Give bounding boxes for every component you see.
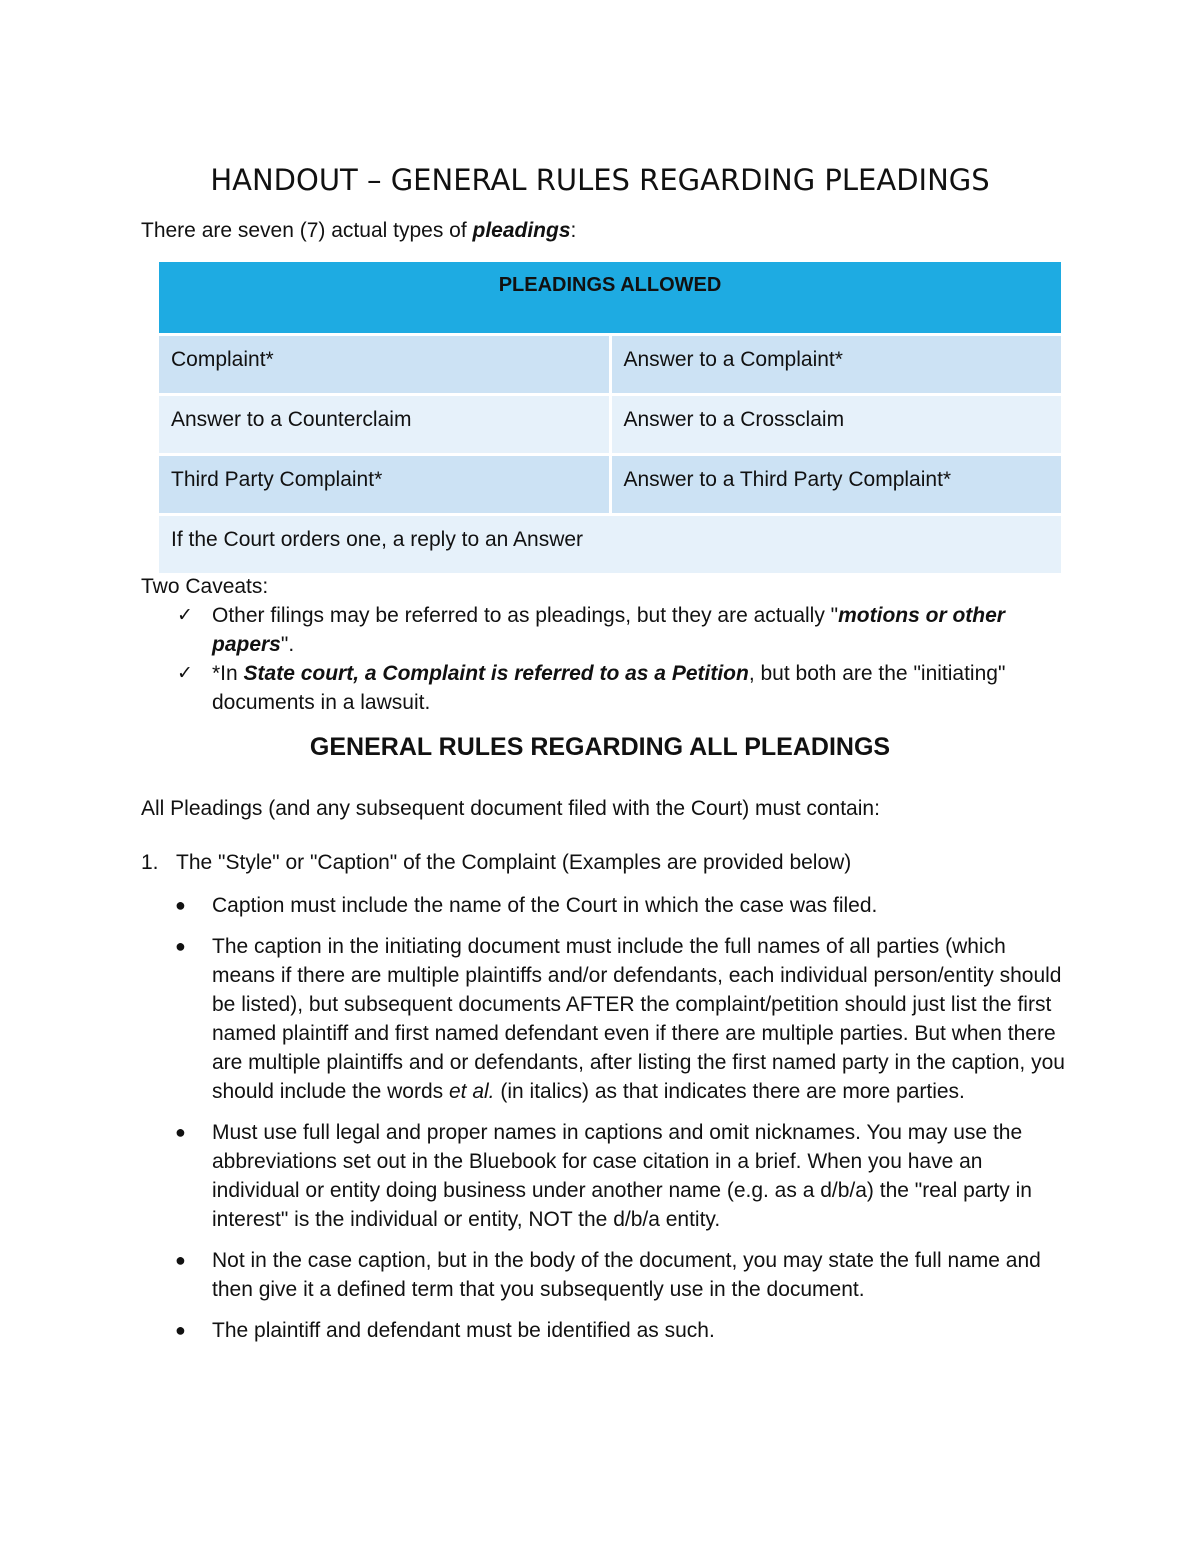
table-cell: Answer to a Complaint* (612, 336, 1062, 393)
table-cell: Answer to a Crossclaim (612, 396, 1062, 453)
lead-paragraph: All Pleadings (and any subsequent document filed with the Court) must contain: (141, 797, 880, 820)
bullet-icon: ● (175, 895, 186, 915)
list-item (141, 601, 1061, 659)
table-row (159, 456, 1061, 513)
bullet-text: Must use full legal and proper names in captions and omit nicknames. You may use the abbreviations set out in the Bluebook for case citation in a brief. When you have an individual or entity doing business under another name (e.g. as a d/b/a) the "real party in interest" is the individual or entity, NOT the d/b/a entity. (212, 1121, 1032, 1231)
rules-list (141, 891, 1071, 1357)
caveat-text: Other filings may be referred to as pleadings, but they are actually " (212, 604, 839, 627)
table-row (159, 516, 1061, 573)
list-item (141, 1118, 1071, 1234)
intro-paragraph (141, 219, 576, 243)
list-item (141, 891, 1071, 920)
list-item (141, 932, 1071, 1106)
caveats-section (141, 572, 1061, 717)
bullet-icon: ● (175, 1122, 186, 1142)
table-header: PLEADINGS ALLOWED (159, 262, 1061, 333)
bullet-text: The plaintiff and defendant must be identified as such. (212, 1319, 715, 1342)
page-title: HANDOUT – GENERAL RULES REGARDING PLEADINGS (210, 163, 990, 197)
item-number: 1. (141, 851, 159, 874)
list-item (141, 1316, 1071, 1345)
table-cell: Answer to a Counterclaim (159, 396, 609, 453)
table-row (159, 336, 1061, 393)
intro-end: : (570, 219, 577, 242)
table-cell: Answer to a Third Party Complaint* (612, 456, 1062, 513)
item-text: The "Style" or "Caption" of the Complaint (Examples are provided below) (176, 851, 852, 874)
bullet-text: Not in the case caption, but in the body of the document, you may state the full name and then give it a defined term that you subsequently use in the document. (212, 1249, 1041, 1301)
bullet-text: (in italics) as that indicates there are more parties. (494, 1080, 965, 1103)
bullet-text: Caption must include the name of the Court in which the case was filed. (212, 894, 878, 917)
caveats-label: Two Caveats: (141, 575, 269, 598)
check-icon: ✓ (177, 662, 193, 684)
table-cell: If the Court orders one, a reply to an Answer (159, 516, 1061, 573)
list-item (141, 1246, 1071, 1304)
bullet-text: The caption in the initiating document must include the full names of all parties (which means if there are multiple plaintiffs and/or defendants, each individual person/entity should be listed), but subsequent documents AFTER the complaint/petition should just list the first named plaintiff and first named defendant even if there are multiple parties. But when there are multiple plaintiffs and or defendants, after listing the first named party in the caption, you should include the words (212, 935, 1065, 1103)
table-row (159, 396, 1061, 453)
intro-emphasis: pleadings (472, 219, 571, 242)
bullet-icon: ● (175, 936, 186, 956)
caveat-emphasis: motions or other papers (212, 604, 1005, 656)
numbered-item (141, 851, 851, 875)
check-icon: ✓ (177, 604, 193, 626)
caveat-text: *In (212, 662, 244, 685)
caveat-emphasis: State court, a Complaint is referred to as a Petition (243, 662, 749, 685)
table-cell: Complaint* (159, 336, 609, 393)
bullet-italic: et al. (448, 1080, 495, 1103)
bullet-icon: ● (175, 1320, 186, 1340)
caveat-text: ". (280, 633, 295, 656)
caveats-list (141, 601, 1061, 717)
intro-text: There are seven (7) actual types of (141, 219, 473, 242)
bullet-icon: ● (175, 1250, 186, 1270)
list-item (141, 659, 1061, 717)
caveat-text: , but both are the "initiating" documents in a lawsuit. (212, 662, 1006, 714)
table-cell: Third Party Complaint* (159, 456, 609, 513)
pleadings-table (156, 259, 1064, 576)
section-heading: GENERAL RULES REGARDING ALL PLEADINGS (309, 733, 891, 761)
